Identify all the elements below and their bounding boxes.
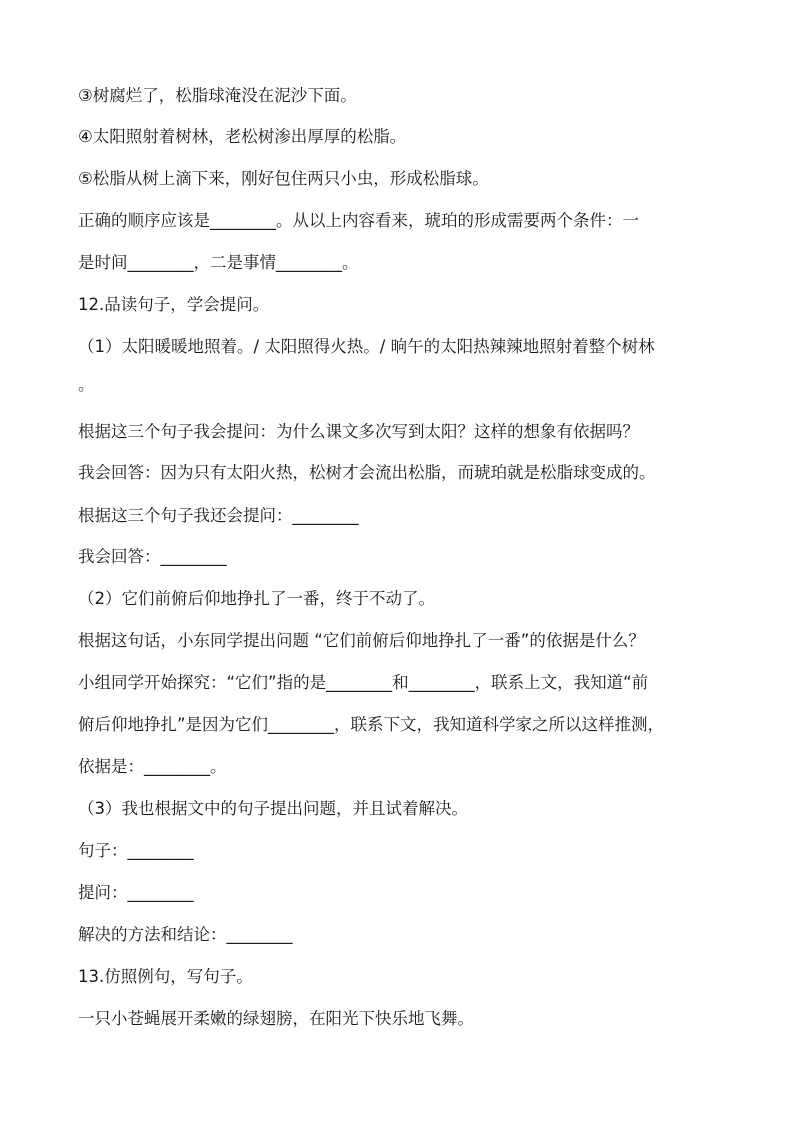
q12-part2-sentence: （2）它们前俯后仰地挣扎了一番，终于不动了。 [78, 589, 435, 608]
q12-example-question: 根据这三个句子我会提问：为什么课文多次写到太阳？这样的想象有依据吗？ [78, 422, 639, 441]
q12-example-answer: 我会回答：因为只有太阳火热，松树才会流出松脂，而琥珀就是松脂球变成的。 [78, 463, 656, 482]
option-3-text: ③树腐烂了，松脂球淹没在泥沙下面。 [78, 86, 357, 105]
q13-example-sentence: 一只小苍蝇展开柔嫩的绿翅膀，在阳光下快乐地飞舞。 [78, 1009, 474, 1028]
q12-part3-question: 提问：________ [78, 883, 194, 902]
q12-part1-sentences: （1）太阳暖暖地照着。/ 太阳照得火热。/ 晌午的太阳热辣辣地照射着整个树林 [78, 337, 655, 356]
q12-part2-explore: 小组同学开始探究：“它们”指的是________和________，联系上文，我知道“前 [78, 673, 649, 692]
q12-part3-heading: （3）我也根据文中的句子提出问题，并且试着解决。 [78, 799, 468, 818]
order-question-text: 正确的顺序应该是________。从以上内容看来，琥珀的形成需要两个条件：一 [78, 211, 639, 230]
order-question-cont: 是时间________，二是事情________。 [78, 253, 359, 272]
question-13-heading: 13.仿照例句，写句子。 [78, 967, 253, 986]
q12-part2-question: 根据这句话，小东同学提出问题 “它们前俯后仰地挣扎了一番”的依据是什么？ [78, 631, 645, 650]
q12-my-question: 根据这三个句子我还会提问：________ [78, 506, 359, 525]
question-12-heading: 12.品读句子，学会提问。 [78, 295, 270, 314]
q12-part1-period: 。 [78, 375, 95, 394]
q12-part3-sentence: 句子：________ [78, 841, 194, 860]
q12-part2-basis: 依据是：________。 [78, 757, 227, 776]
q12-part2-explore-cont: 俯后仰地挣扎”是因为它们________，联系下文，我知道科学家之所以这样推测， [78, 715, 665, 734]
option-4-text: ④太阳照射着树林，老松树渗出厚厚的松脂。 [78, 127, 407, 146]
q12-my-answer: 我会回答：________ [78, 547, 227, 566]
option-5-text: ⑤松脂从树上滴下来，刚好包住两只小虫，形成松脂球。 [78, 169, 489, 188]
q12-part3-solution: 解决的方法和结论：________ [78, 925, 293, 944]
